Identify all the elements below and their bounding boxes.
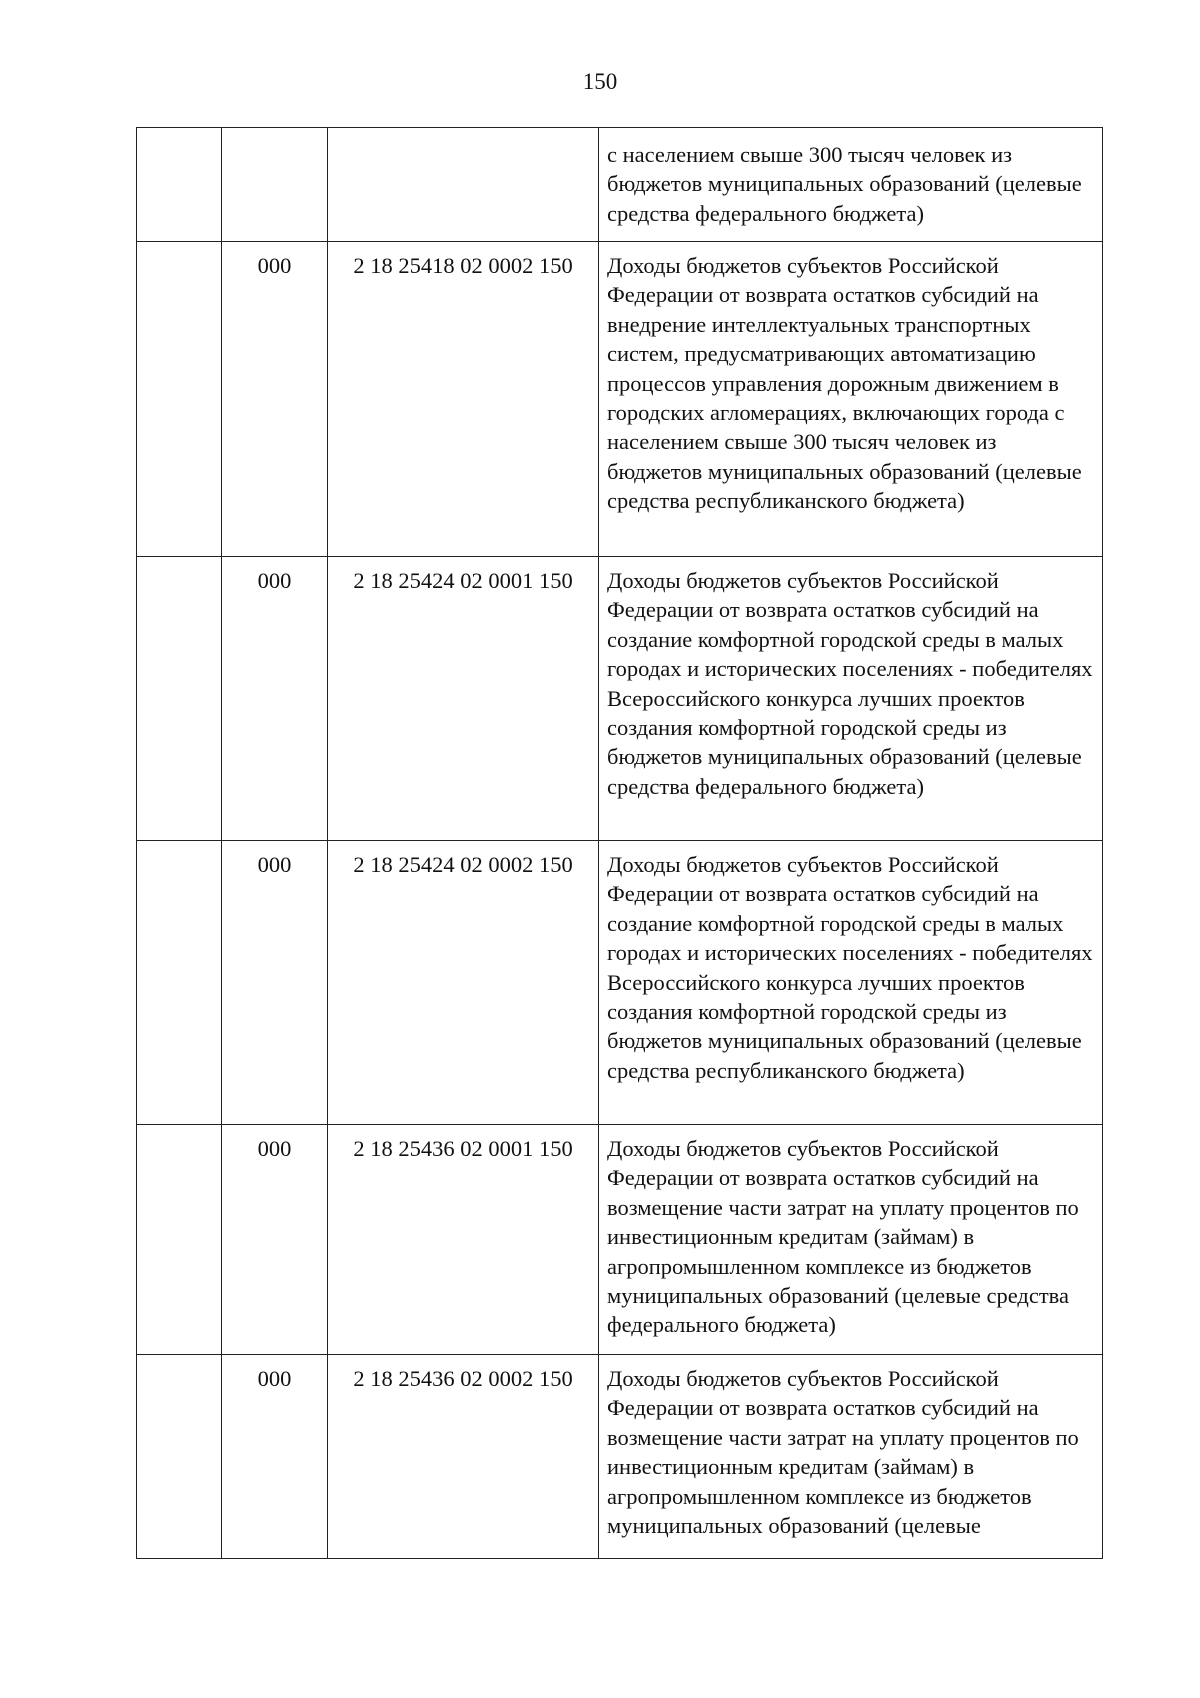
kbk-code-cell: 2 18 25436 02 0002 150 [328, 1355, 599, 1559]
table-row [137, 242, 1103, 557]
admin-code-cell: 000 [222, 1125, 328, 1355]
description-cell: Доходы бюджетов субъектов Российской Федерации от возврата остатков субсидий на возмещение части затрат на уплату процентов по инвестиционным кредитам (займам) в агропромышленном комплексе из бюджетов муниципальных образований (целевые средства федерального бюджета) [599, 1125, 1103, 1355]
admin-code-cell [222, 128, 328, 242]
admin-code-cell: 000 [222, 841, 328, 1125]
kbk-code-cell: 2 18 25418 02 0002 150 [328, 242, 599, 557]
group-cell [137, 128, 222, 242]
kbk-code-cell: 2 18 25436 02 0001 150 [328, 1125, 599, 1355]
group-cell [137, 1355, 222, 1559]
description-cell: с населением свыше 300 тысяч человек из бюджетов муниципальных образований (целевые средства федерального бюджета) [599, 128, 1103, 242]
table-row [137, 128, 1103, 242]
table-row [137, 557, 1103, 841]
description-cell: Доходы бюджетов субъектов Российской Федерации от возврата остатков субсидий на создание комфортной городской среды в малых городах и исторических поселениях - победителях Всероссийского конкурса лучших проектов создания комфортной городской среды из бюджетов муниципальных образований (целевые средства федерального бюджета) [599, 557, 1103, 841]
table-row [137, 1125, 1103, 1355]
budget-classification-table [136, 127, 1103, 1559]
kbk-code-cell [328, 128, 599, 242]
description-cell: Доходы бюджетов субъектов Российской Федерации от возврата остатков субсидий на внедрение интеллектуальных транспортных систем, предусматривающих автоматизацию процессов управления дорожным движением в городских агломерациях, включающих города с населением свыше 300 тысяч человек из бюджетов муниципальных образований (целевые средства республиканского бюджета) [599, 242, 1103, 557]
description-cell: Доходы бюджетов субъектов Российской Федерации от возврата остатков субсидий на возмещение части затрат на уплату процентов по инвестиционным кредитам (займам) в агропромышленном комплексе из бюджетов муниципальных образований (целевые [599, 1355, 1103, 1559]
admin-code-cell: 000 [222, 242, 328, 557]
group-cell [137, 841, 222, 1125]
table-row [137, 841, 1103, 1125]
description-cell: Доходы бюджетов субъектов Российской Федерации от возврата остатков субсидий на создание комфортной городской среды в малых городах и исторических поселениях - победителях Всероссийского конкурса лучших проектов создания комфортной городской среды из бюджетов муниципальных образований (целевые средства республиканского бюджета) [599, 841, 1103, 1125]
group-cell [137, 242, 222, 557]
page-number: 150 [582, 69, 618, 94]
group-cell [137, 1125, 222, 1355]
table-row [137, 1355, 1103, 1559]
admin-code-cell: 000 [222, 557, 328, 841]
kbk-code-cell: 2 18 25424 02 0002 150 [328, 841, 599, 1125]
group-cell [137, 557, 222, 841]
kbk-code-cell: 2 18 25424 02 0001 150 [328, 557, 599, 841]
admin-code-cell: 000 [222, 1355, 328, 1559]
